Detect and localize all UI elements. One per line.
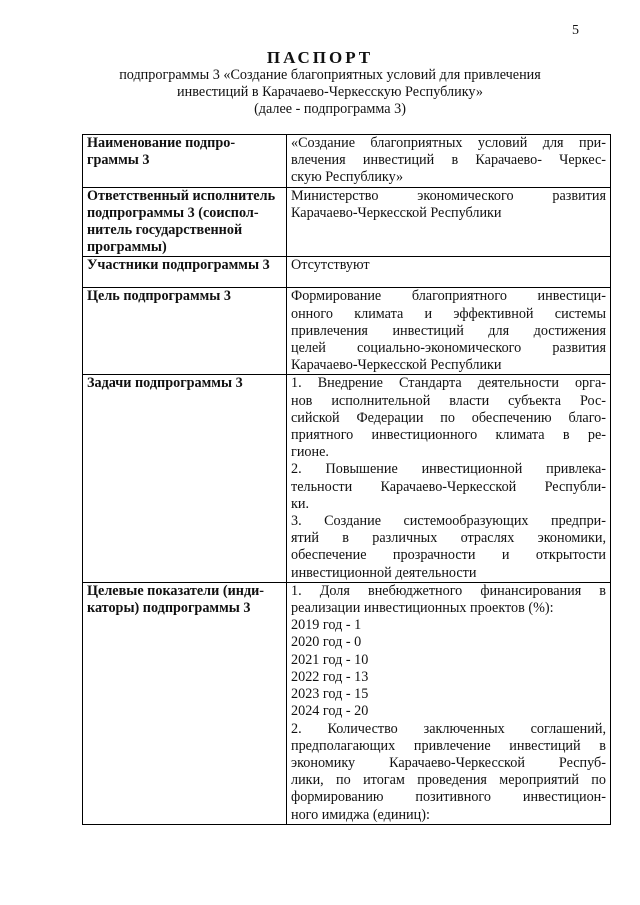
value-line: 3. Создание системообразующих предпри- [291, 513, 606, 530]
label-line: Задачи подпрограммы 3 [87, 375, 243, 392]
value-line: 2020 год - 0 [291, 634, 362, 651]
row-value [287, 135, 611, 188]
label-line: Ответственный исполнитель [87, 187, 276, 204]
subtitle-line: инвестиций в Карачаево-Черкесскую Республику» [177, 84, 483, 100]
value-line: Министерство экономического развития [291, 187, 606, 204]
value-line: 1. Внедрение Стандарта деятельности орга- [291, 375, 606, 392]
value-line: ятий в различных отраслях экономики, [291, 530, 606, 547]
value-line: 2021 год - 10 [291, 651, 369, 668]
row-value [287, 257, 611, 288]
row-label [83, 257, 287, 288]
row-value [287, 187, 611, 257]
row-label [83, 375, 287, 582]
value-line: приятного инвестиционного климата в ре- [291, 427, 606, 444]
value-line: Карачаево-Черкесской Республики [291, 357, 502, 374]
value-line: реализации инвестиционных проектов (%): [291, 600, 554, 617]
row-value [287, 288, 611, 375]
value-line: 1. Доля внебюджетного финансирования в [291, 582, 606, 599]
table-row-name [83, 135, 611, 188]
value-line: сийской Федерации по обеспечению благо- [291, 409, 606, 426]
label-line: каторы) подпрограммы 3 [87, 600, 251, 617]
value-line: 2. Повышение инвестиционной привлека- [291, 461, 606, 478]
value-line: инвестиционной деятельности [291, 564, 477, 581]
value-line: 2019 год - 1 [291, 617, 362, 634]
value-line: 2. Количество заключенных соглашений, [291, 720, 606, 737]
label-line: Цель подпрограммы 3 [87, 288, 232, 305]
value-line: привлечения инвестиций для достижения [291, 322, 606, 339]
value-line: предполагающих привлечение инвестиций в [291, 737, 606, 754]
value-line: гионе. [291, 444, 329, 461]
label-line: Участники подпрограммы 3 [87, 257, 270, 274]
subtitle-line: подпрограммы 3 «Создание благоприятных условий для привлечения [119, 67, 541, 83]
document-subtitle [60, 67, 600, 118]
table-row-executor [83, 187, 611, 257]
value-line: ного имиджа (единиц): [291, 806, 430, 823]
value-line: тельности Карачаево-Черкесской Республи- [291, 478, 606, 495]
value-line: 2022 год - 13 [291, 668, 369, 685]
subtitle-line: (далее - подпрограмма 3) [254, 101, 406, 117]
row-label [83, 582, 287, 824]
row-value [287, 582, 611, 824]
value-line: целей социально-экономического развития [291, 340, 606, 357]
value-line: ки. [291, 495, 310, 512]
value-line: формированию позитивного инвестицион- [291, 789, 606, 806]
row-label [83, 187, 287, 257]
label-line: подпрограммы 3 (соиспол- [87, 204, 259, 221]
label-line: граммы 3 [87, 152, 150, 169]
label-line: Целевые показатели (инди- [87, 582, 265, 599]
value-line: онного климата и эффективной системы [291, 305, 606, 322]
label-line: программы) [87, 239, 167, 256]
value-line: 2023 год - 15 [291, 686, 369, 703]
page-number: 5 [572, 23, 579, 38]
value-line: нов исполнительной власти субъекта Рос- [291, 392, 606, 409]
table-row-goal [83, 288, 611, 375]
table-row-participants [83, 257, 611, 288]
value-line: лики, по итогам проведения мероприятий по [291, 772, 606, 789]
value-line: Отсутствуют [291, 257, 370, 274]
value-line: «Создание благоприятных условий для при- [291, 135, 606, 151]
passport-table [82, 134, 611, 825]
value-line: Карачаево-Черкесской Республики [291, 204, 502, 221]
value-line: экономику Карачаево-Черкесской Респуб- [291, 754, 606, 771]
value-line: скую Республику» [291, 169, 404, 186]
table-row-tasks [83, 375, 611, 582]
value-line: Формирование благоприятного инвестици- [291, 288, 606, 305]
table-row-indicators [83, 582, 611, 824]
label-line: Наименование подпро- [87, 135, 236, 151]
row-label [83, 135, 287, 188]
row-label [83, 288, 287, 375]
value-line: влечения инвестиций в Карачаево- Черкес- [291, 152, 606, 169]
label-line: нитель государственной [87, 222, 243, 239]
value-line: обеспечение прозрачности и открытости [291, 547, 606, 564]
value-line: 2024 год - 20 [291, 703, 369, 720]
row-value [287, 375, 611, 582]
document-title: ПАСПОРТ [266, 48, 374, 67]
